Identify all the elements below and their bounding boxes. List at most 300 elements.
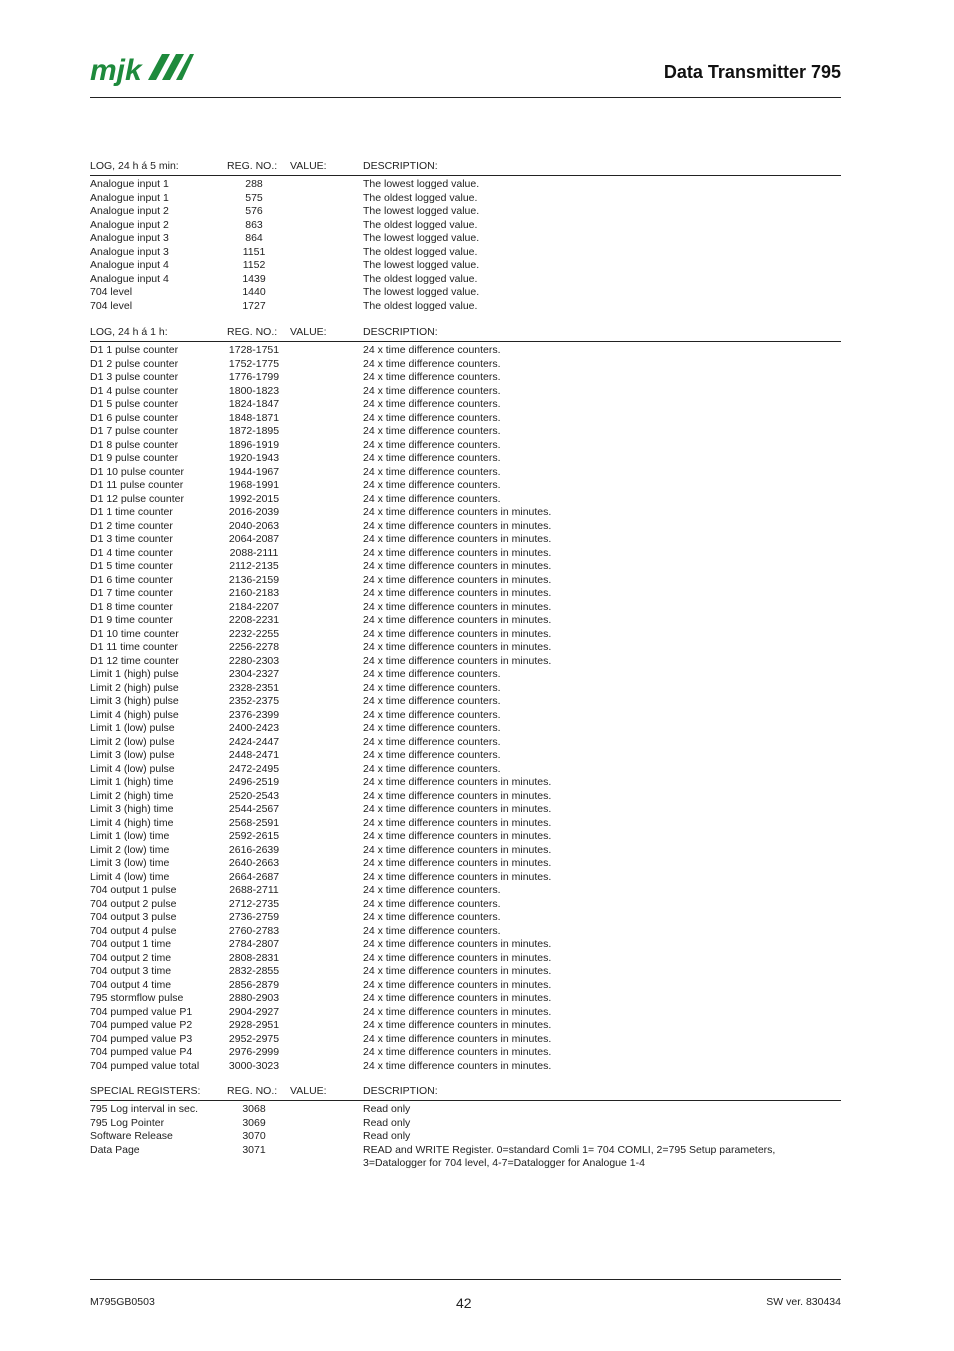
register-number: 1439 (242, 272, 266, 285)
table-row (90, 385, 841, 399)
register-number: 1992-2015 (228, 492, 280, 505)
column-header-value: VALUE: (290, 326, 327, 338)
register-name: Analogue input 1 (90, 178, 169, 190)
register-number: 1800-1823 (228, 384, 280, 397)
table-row (90, 520, 841, 534)
table-row (90, 965, 841, 979)
register-description: The oldest logged value. (363, 245, 478, 258)
register-description: 24 x time difference counters in minutes. (363, 573, 552, 586)
register-number: 2448-2471 (228, 749, 280, 761)
table-row (90, 763, 841, 777)
register-description: 24 x time difference counters in minutes. (363, 938, 552, 950)
table-header (90, 1085, 841, 1098)
register-number: 1920-1943 (228, 452, 280, 464)
register-number: 3070 (242, 1130, 266, 1142)
footer-rule (90, 1279, 841, 1280)
table-row (90, 641, 841, 655)
table-row (90, 1117, 841, 1131)
table-row (90, 358, 841, 372)
register-name: Limit 1 (high) time (90, 776, 174, 788)
register-number: 2712-2735 (228, 897, 280, 910)
register-description: 24 x time difference counters. (363, 398, 501, 410)
table-row (90, 412, 841, 426)
table-row (90, 246, 841, 260)
register-number: 2568-2591 (228, 816, 280, 829)
register-description: 24 x time difference counters in minutes. (363, 614, 552, 626)
register-description: 24 x time difference counters in minutes. (363, 965, 552, 977)
register-number: 2160-2183 (228, 587, 280, 599)
register-number: 2112-2135 (229, 560, 279, 572)
table-header (90, 326, 841, 339)
table-row (90, 493, 841, 507)
register-name: D1 7 pulse counter (90, 425, 179, 437)
table-row (90, 506, 841, 520)
register-number: 3000-3023 (228, 1059, 280, 1072)
register-name: Limit 1 (high) pulse (90, 668, 179, 680)
register-name: Limit 4 (low) time (90, 870, 170, 883)
register-number: 864 (245, 232, 263, 244)
register-description: 24 x time difference counters. (363, 884, 501, 896)
register-name: D1 5 pulse counter (90, 398, 179, 410)
register-description: 24 x time difference counters in minutes. (363, 627, 552, 640)
register-description: The lowest logged value. (363, 232, 480, 244)
register-name: 795 Log interval in sec. (90, 1103, 198, 1115)
register-name: D1 2 time counter (90, 519, 173, 532)
register-description: 24 x time difference counters in minutes. (363, 546, 552, 559)
register-name: D1 12 time counter (90, 654, 179, 667)
register-number: 2880-2903 (228, 992, 280, 1004)
register-number: 1752-1775 (228, 357, 280, 370)
register-number: 2904-2927 (228, 1005, 280, 1018)
register-number: 2928-2951 (228, 1019, 280, 1031)
register-name: Limit 2 (high) time (90, 789, 174, 802)
table-header (90, 160, 841, 173)
register-description: 24 x time difference counters in minutes. (363, 600, 552, 613)
table-row (90, 817, 841, 831)
register-name: 704 pumped value total (90, 1059, 200, 1072)
register-name: Data Page (90, 1143, 140, 1156)
register-name: D1 2 pulse counter (90, 357, 179, 370)
register-name: Software Release (90, 1130, 173, 1142)
register-name: Limit 3 (low) pulse (90, 749, 175, 761)
table-row (90, 439, 841, 453)
register-description: 24 x time difference counters. (363, 722, 501, 734)
register-description: 24 x time difference counters in minutes. (363, 843, 552, 856)
table-row (90, 273, 841, 287)
register-name: 704 pumped value P3 (90, 1032, 193, 1045)
register-description: 24 x time difference counters. (363, 695, 501, 707)
register-description: 24 x time difference counters in minutes. (363, 1032, 552, 1045)
table-row (90, 425, 841, 439)
register-description: 24 x time difference counters. (363, 357, 501, 370)
register-description: 24 x time difference counters. (363, 452, 501, 464)
register-number: 2256-2278 (228, 641, 280, 653)
register-description: 24 x time difference counters in minutes. (363, 1005, 552, 1018)
table-row (90, 574, 841, 588)
register-name: 704 output 4 pulse (90, 924, 177, 937)
register-number: 2544-2567 (228, 803, 280, 815)
table-row (90, 344, 841, 358)
table-row (90, 614, 841, 628)
table-row (90, 938, 841, 952)
register-number: 2592-2615 (228, 830, 280, 842)
register-number: 2736-2759 (228, 911, 280, 923)
register-name: D1 6 pulse counter (90, 411, 179, 424)
register-description: 24 x time difference counters in minutes. (363, 803, 552, 815)
register-description: 24 x time difference counters in minutes. (363, 506, 552, 518)
register-number: 1440 (242, 286, 266, 298)
log-5min-section (90, 160, 841, 313)
register-number: 2976-2999 (228, 1046, 280, 1058)
mjk-logo (90, 50, 194, 92)
register-number: 2808-2831 (228, 951, 280, 964)
table-row (90, 776, 841, 790)
table-row (90, 628, 841, 642)
table-row (90, 1130, 841, 1144)
table-row (90, 398, 841, 412)
table-row (90, 709, 841, 723)
register-name: D1 9 time counter (90, 614, 173, 626)
table-row (90, 300, 841, 314)
register-number: 2472-2495 (228, 762, 280, 775)
register-name: D1 1 time counter (90, 506, 173, 518)
register-description: 24 x time difference counters. (363, 735, 501, 748)
register-description: READ and WRITE Register. 0=standard Comli 1= 704 COMLI, 2=795 Setup parameters, 3=Datalogger for 704 level, 4-7=Datalogger for Analogue 1-4 (363, 1143, 776, 1169)
register-number: 2688-2711 (229, 884, 279, 896)
table-row (90, 205, 841, 219)
table-row (90, 952, 841, 966)
column-header-value: VALUE: (290, 1085, 327, 1097)
register-name: 704 pumped value P4 (90, 1046, 193, 1058)
table-row (90, 884, 841, 898)
register-number: 1968-1991 (228, 479, 280, 491)
register-name: D1 8 time counter (90, 600, 173, 613)
register-number: 3071 (242, 1143, 266, 1156)
register-number: 1728-1751 (228, 344, 280, 356)
register-name: D1 8 pulse counter (90, 438, 179, 451)
register-description: 24 x time difference counters. (363, 668, 501, 680)
register-number: 2184-2207 (228, 600, 280, 613)
register-number: 1824-1847 (228, 398, 280, 410)
register-name: D1 1 pulse counter (90, 344, 179, 356)
table-row (90, 452, 841, 466)
register-description: 24 x time difference counters in minutes. (363, 870, 552, 883)
register-number: 2304-2327 (228, 668, 280, 680)
table-row (90, 1144, 841, 1171)
register-name: 704 output 2 pulse (90, 897, 177, 910)
register-number: 3068 (242, 1103, 266, 1115)
table-row (90, 1006, 841, 1020)
column-header-reg-no: REG. NO.: (227, 326, 278, 338)
table-row (90, 601, 841, 615)
register-number: 2496-2519 (228, 776, 280, 788)
column-header-description: DESCRIPTION: (363, 326, 438, 338)
register-name: D1 7 time counter (90, 587, 173, 599)
register-name: D1 4 time counter (90, 546, 173, 559)
register-name: D1 10 time counter (90, 627, 179, 640)
register-description: 24 x time difference counters in minutes. (363, 1059, 552, 1072)
register-name: D1 10 pulse counter (90, 465, 184, 478)
register-number: 2064-2087 (228, 533, 280, 545)
register-description: 24 x time difference counters. (363, 465, 501, 478)
register-name: D1 11 pulse counter (90, 479, 184, 491)
register-description: 24 x time difference counters. (363, 411, 501, 424)
register-number: 2208-2231 (228, 614, 280, 626)
register-name: 704 pumped value P1 (90, 1005, 193, 1018)
register-description: The lowest logged value. (363, 259, 480, 271)
table-row (90, 736, 841, 750)
register-description: 24 x time difference counters in minutes. (363, 1046, 552, 1058)
register-number: 2352-2375 (228, 695, 280, 707)
software-version: SW ver. 830434 (766, 1296, 841, 1308)
register-description: 24 x time difference counters. (363, 492, 501, 505)
register-name: Limit 3 (high) time (90, 803, 174, 815)
register-number: 3069 (242, 1116, 266, 1129)
table-row (90, 830, 841, 844)
register-number: 575 (245, 191, 263, 204)
register-description: 24 x time difference counters. (363, 762, 501, 775)
table-row (90, 790, 841, 804)
special-registers-section (90, 1085, 841, 1171)
table-row (90, 857, 841, 871)
register-description: 24 x time difference counters. (363, 681, 501, 694)
register-description: Read only (363, 1130, 411, 1142)
register-name: 704 level (90, 299, 133, 312)
register-description: The lowest logged value. (363, 205, 480, 217)
register-name: D1 11 time counter (90, 641, 178, 653)
table-row (90, 533, 841, 547)
log-1h-section (90, 326, 841, 1073)
register-number: 1152 (242, 259, 266, 271)
table-row (90, 695, 841, 709)
page-number: 42 (456, 1295, 472, 1311)
register-name: 704 output 1 time (90, 938, 172, 950)
register-name: Analogue input 3 (90, 245, 169, 258)
register-number: 2856-2879 (228, 978, 280, 991)
register-name: 795 Log Pointer (90, 1116, 165, 1129)
register-name: 704 output 1 pulse (90, 884, 177, 896)
table-body (90, 1103, 841, 1171)
register-description: The oldest logged value. (363, 191, 478, 204)
register-number: 2616-2639 (228, 843, 280, 856)
register-description: 24 x time difference counters in minutes. (363, 641, 552, 653)
table-row (90, 979, 841, 993)
column-header-value: VALUE: (290, 160, 327, 172)
register-description: 24 x time difference counters in minutes. (363, 654, 552, 667)
header-underline (90, 1100, 841, 1101)
register-number: 2328-2351 (228, 681, 280, 694)
header-rule (90, 97, 841, 98)
register-description: 24 x time difference counters in minutes. (363, 816, 552, 829)
register-number: 2376-2399 (228, 708, 280, 721)
register-name: 795 stormflow pulse (90, 992, 184, 1004)
register-number: 1872-1895 (228, 425, 280, 437)
register-name: D1 12 pulse counter (90, 492, 184, 505)
table-row (90, 587, 841, 601)
table-row (90, 1019, 841, 1033)
table-row (90, 178, 841, 192)
register-description: 24 x time difference counters. (363, 924, 501, 937)
register-description: 24 x time difference counters. (363, 749, 501, 761)
table-row (90, 1033, 841, 1047)
register-description: 24 x time difference counters in minutes. (363, 830, 552, 842)
register-description: The lowest logged value. (363, 286, 480, 298)
register-number: 576 (245, 205, 263, 217)
register-number: 2424-2447 (228, 735, 280, 748)
table-row (90, 844, 841, 858)
table-row (90, 898, 841, 912)
register-name: Limit 2 (low) pulse (90, 735, 175, 748)
register-name: Analogue input 2 (90, 205, 169, 217)
register-name: 704 output 4 time (90, 978, 172, 991)
column-header-description: DESCRIPTION: (363, 160, 438, 172)
register-name: Limit 3 (low) time (90, 857, 170, 869)
document-code: M795GB0503 (90, 1296, 155, 1308)
register-description: 24 x time difference counters in minutes. (363, 857, 552, 869)
register-name: D1 3 pulse counter (90, 371, 179, 383)
register-description: 24 x time difference counters. (363, 897, 501, 910)
register-number: 2280-2303 (228, 654, 280, 667)
register-description: 24 x time difference counters in minutes. (363, 978, 552, 991)
register-description: The oldest logged value. (363, 218, 478, 231)
register-name: Analogue input 1 (90, 191, 169, 204)
register-name: D1 4 pulse counter (90, 384, 179, 397)
register-name: 704 output 3 pulse (90, 911, 177, 923)
register-description: 24 x time difference counters in minutes. (363, 519, 552, 532)
register-name: Limit 4 (high) pulse (90, 708, 179, 721)
column-header-reg-no: REG. NO.: (227, 1085, 278, 1097)
table-row (90, 232, 841, 246)
register-description: 24 x time difference counters. (363, 438, 501, 451)
table-row (90, 192, 841, 206)
register-description: 24 x time difference counters in minutes. (363, 789, 552, 802)
register-number: 2040-2063 (228, 519, 280, 532)
register-name: Limit 1 (low) time (90, 830, 170, 842)
table-body (90, 178, 841, 313)
register-name: Analogue input 4 (90, 272, 169, 285)
register-description: 24 x time difference counters in minutes. (363, 992, 552, 1004)
register-number: 2664-2687 (228, 870, 280, 883)
table-row (90, 871, 841, 885)
register-name: Limit 3 (high) pulse (90, 695, 179, 707)
table-row (90, 655, 841, 669)
register-number: 2088-2111 (229, 546, 279, 559)
register-description: 24 x time difference counters. (363, 708, 501, 721)
register-number: 2784-2807 (228, 938, 280, 950)
table-row (90, 466, 841, 480)
register-description: 24 x time difference counters in minutes. (363, 560, 552, 572)
table-row (90, 1046, 841, 1060)
register-description: 24 x time difference counters. (363, 425, 501, 437)
register-description: Read only (363, 1116, 411, 1129)
column-header-reg-no: REG. NO.: (227, 160, 278, 172)
register-number: 2520-2543 (228, 789, 280, 802)
register-name: Analogue input 4 (90, 259, 169, 271)
table-row (90, 749, 841, 763)
register-number: 1151 (242, 245, 266, 258)
register-number: 2016-2039 (228, 506, 280, 518)
document-title: Data Transmitter 795 (663, 62, 841, 82)
header-underline (90, 341, 841, 342)
register-number: 2760-2783 (228, 924, 280, 937)
register-number: 2832-2855 (228, 965, 280, 977)
register-number: 1727 (242, 299, 266, 312)
table-row (90, 668, 841, 682)
register-name: Analogue input 2 (90, 218, 169, 231)
column-header-name: LOG, 24 h á 1 h: (90, 326, 168, 338)
register-number: 1944-1967 (228, 465, 280, 478)
register-number: 2952-2975 (228, 1032, 280, 1045)
table-row (90, 219, 841, 233)
register-name: Analogue input 3 (90, 232, 169, 244)
table-row (90, 547, 841, 561)
table-row (90, 259, 841, 273)
register-description: 24 x time difference counters in minutes. (363, 951, 552, 964)
register-description: 24 x time difference counters. (363, 479, 501, 491)
register-number: 2400-2423 (228, 722, 280, 734)
register-name: Limit 2 (high) pulse (90, 681, 179, 694)
register-name: 704 level (90, 286, 133, 298)
register-description: 24 x time difference counters. (363, 911, 501, 923)
register-name: 704 output 2 time (90, 951, 172, 964)
column-header-name: SPECIAL REGISTERS: (90, 1085, 201, 1097)
table-row (90, 992, 841, 1006)
table-row (90, 911, 841, 925)
register-number: 2136-2159 (228, 573, 280, 586)
register-description: The lowest logged value. (363, 178, 480, 190)
table-body (90, 344, 841, 1073)
register-name: D1 6 time counter (90, 573, 173, 586)
register-description: 24 x time difference counters in minutes. (363, 776, 552, 788)
register-name: Limit 4 (high) time (90, 816, 174, 829)
register-description: Read only (363, 1103, 411, 1115)
register-description: 24 x time difference counters. (363, 371, 501, 383)
table-row (90, 925, 841, 939)
register-number: 863 (245, 218, 263, 231)
table-row (90, 1103, 841, 1117)
table-row (90, 682, 841, 696)
register-number: 2640-2663 (228, 857, 280, 869)
register-number: 2232-2255 (228, 627, 280, 640)
register-description: 24 x time difference counters in minutes. (363, 533, 552, 545)
register-description: 24 x time difference counters. (363, 344, 501, 356)
register-name: D1 5 time counter (90, 560, 173, 572)
register-description: The oldest logged value. (363, 272, 478, 285)
table-row (90, 560, 841, 574)
register-name: D1 9 pulse counter (90, 452, 179, 464)
table-row (90, 286, 841, 300)
table-row (90, 371, 841, 385)
column-header-name: LOG, 24 h á 5 min: (90, 160, 179, 172)
register-name: 704 pumped value P2 (90, 1019, 193, 1031)
register-name: Limit 1 (low) pulse (90, 722, 175, 734)
table-row (90, 1060, 841, 1074)
register-number: 1776-1799 (228, 371, 280, 383)
register-description: 24 x time difference counters in minutes. (363, 1019, 552, 1031)
table-row (90, 479, 841, 493)
table-row (90, 803, 841, 817)
logo-text: mjk (90, 54, 142, 87)
register-number: 1848-1871 (228, 411, 280, 424)
register-name: 704 output 3 time (90, 965, 172, 977)
register-number: 1896-1919 (228, 438, 280, 451)
table-row (90, 722, 841, 736)
register-description: 24 x time difference counters. (363, 384, 501, 397)
register-number: 288 (245, 178, 263, 190)
register-name: D1 3 time counter (90, 533, 173, 545)
register-description: 24 x time difference counters in minutes. (363, 587, 552, 599)
register-description: The oldest logged value. (363, 299, 478, 312)
